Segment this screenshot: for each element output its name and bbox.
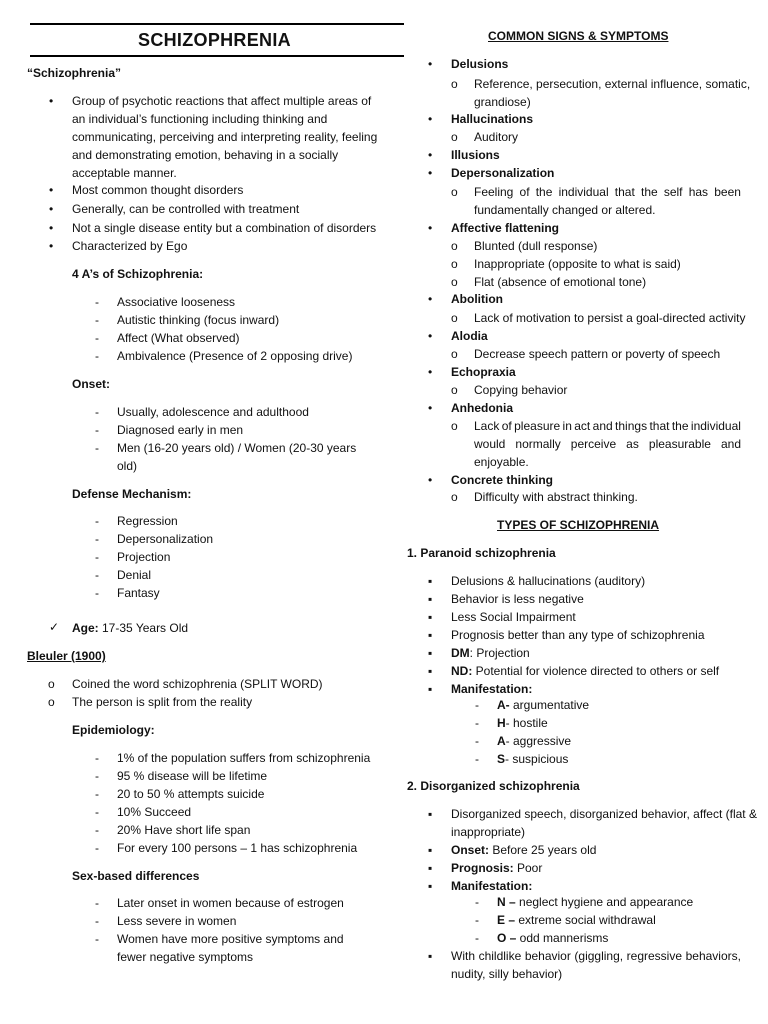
symptom-name: Echopraxia [451, 365, 516, 379]
list-item: Depersonalization [117, 532, 214, 546]
dash-icon: - [95, 823, 99, 837]
list-item: 20% Have short life span [117, 823, 251, 837]
list-item [451, 628, 705, 643]
list-item: Generally, can be controlled with treatment [72, 202, 300, 216]
bullet-icon: • [428, 292, 433, 306]
dash-icon: - [95, 514, 99, 528]
list-item: Regression [117, 514, 178, 528]
symptom-detail: Inappropriate (opposite to what is said) [474, 257, 681, 271]
defense-heading: Defense Mechanism: [72, 487, 192, 501]
symptom-name: Alodia [451, 329, 488, 343]
circle-bullet-icon: o [451, 77, 458, 91]
bold-term: Manifestation: [451, 682, 533, 696]
bullet-icon: • [428, 365, 433, 379]
dash-icon: - [95, 586, 99, 600]
circle-bullet-icon: o [48, 677, 55, 691]
list-item [451, 879, 532, 894]
dash-icon: - [95, 349, 99, 363]
list-item [451, 646, 530, 661]
dash-icon: - [95, 769, 99, 783]
list-item: Affect (What observed) [117, 331, 240, 345]
list-item: Diagnosed early in men [117, 423, 244, 437]
bullet-icon: • [49, 239, 54, 253]
symptom-name: Depersonalization [451, 166, 555, 180]
dash-icon: - [95, 423, 99, 437]
bold-term: E – [497, 913, 516, 927]
dash-icon: - [95, 914, 99, 928]
word: of [519, 185, 530, 199]
symptom-name: Abolition [451, 292, 503, 306]
bullet-icon: • [49, 221, 54, 235]
bold-term: A- [497, 698, 510, 712]
dash-icon: - [475, 734, 479, 748]
word: self [663, 185, 683, 199]
item-text: Less Social Impairment [451, 610, 576, 624]
list-item [497, 734, 571, 749]
dash-icon: - [95, 751, 99, 765]
dash-icon: - [95, 568, 99, 582]
word: normally [515, 437, 561, 451]
list-item: 20 to 50 % attempts suicide [117, 787, 265, 801]
types-heading: TYPES OF SCHIZOPHRENIA [497, 518, 660, 532]
item-text: extreme social withdrawal [515, 913, 656, 927]
bullet-icon: • [49, 94, 54, 108]
symptom-detail: Auditory [474, 130, 519, 144]
epidemiology-heading: Epidemiology: [72, 723, 155, 737]
list-item [451, 592, 584, 607]
square-bullet-icon: ▪ [428, 861, 433, 875]
symptom-detail: Decrease speech pattern or poverty of speech [474, 347, 721, 361]
bold-term: N – [497, 895, 516, 909]
dash-icon: - [95, 405, 99, 419]
list-item: Group of psychotic reactions that affect multiple areas of [72, 94, 372, 108]
circle-bullet-icon: o [451, 130, 458, 144]
list-item [451, 574, 645, 589]
symptom-detail-justified [474, 437, 741, 452]
list-item: Later onset in women because of estrogen [117, 896, 344, 910]
word: pleasurable [648, 437, 711, 451]
list-item: Usually, adolescence and adulthood [117, 405, 309, 419]
list-item [497, 698, 589, 713]
circle-bullet-icon: o [451, 490, 458, 504]
list-item [451, 807, 757, 822]
title-bottom-rule [30, 55, 404, 57]
dash-icon: - [95, 313, 99, 327]
word: the [535, 185, 553, 199]
age-line [72, 621, 188, 636]
square-bullet-icon: ▪ [428, 879, 433, 893]
bullet-icon: • [49, 202, 54, 216]
symptom-detail: enjoyable. [474, 455, 529, 469]
dash-icon: - [95, 896, 99, 910]
list-item: and demonstrating emotion, behaving in a socially [72, 148, 339, 162]
disorganized-heading: 2. Disorganized schizophrenia [407, 779, 580, 793]
word: act [574, 419, 591, 433]
symptom-detail: fundamentally changed or altered. [474, 203, 656, 217]
dash-icon: - [475, 913, 479, 927]
bold-term: A [497, 734, 506, 748]
item-text: Before 25 years old [489, 843, 597, 857]
square-bullet-icon: ▪ [428, 574, 433, 588]
item-text: - suspicious [505, 752, 569, 766]
bold-term: Onset: [451, 843, 490, 857]
circle-bullet-icon: o [451, 347, 458, 361]
word: that [649, 419, 670, 433]
word: perceive [570, 437, 617, 451]
list-item [497, 716, 548, 731]
bold-term: DM [451, 646, 470, 660]
dash-icon: - [95, 441, 99, 455]
symptom-detail: Flat (absence of emotional tone) [474, 275, 647, 289]
list-item: an individual’s functioning including thinking and [72, 112, 328, 126]
item-text: neglect hygiene and appearance [515, 895, 694, 909]
bold-term: S [497, 752, 506, 766]
word: been [714, 185, 741, 199]
word: childlike [478, 949, 522, 963]
bullet-icon: • [428, 57, 433, 71]
dash-icon: - [475, 931, 479, 945]
list-item: For every 100 persons – 1 has schizophrenia [117, 841, 358, 855]
square-bullet-icon: ▪ [428, 664, 433, 678]
dash-icon: - [95, 805, 99, 819]
square-bullet-icon: ▪ [428, 682, 433, 696]
dash-icon: - [95, 532, 99, 546]
symptom-detail: Blunted (dull response) [474, 239, 598, 253]
symptom-detail: Difficulty with abstract thinking. [474, 490, 638, 504]
dash-icon: - [95, 787, 99, 801]
word: would [474, 437, 506, 451]
circle-bullet-icon: o [451, 275, 458, 289]
list-item: inappropriate) [451, 825, 526, 839]
list-item: 95 % disease will be lifetime [117, 769, 268, 783]
list-item: Less severe in women [117, 914, 237, 928]
item-text: Disorganized speech, disorganized behavior, affect (flat & [451, 807, 757, 821]
list-item: Not a single disease entity but a combination of disorders [72, 221, 377, 235]
symptom-detail: Copying behavior [474, 383, 568, 397]
item-text: Delusions & hallucinations (auditory) [451, 574, 646, 588]
square-bullet-icon: ▪ [428, 807, 433, 821]
symptom-detail: Reference, persecution, external influence, somatic, [474, 77, 751, 91]
bold-term: H [497, 716, 506, 730]
square-bullet-icon: ▪ [428, 843, 433, 857]
list-item: Men (16-20 years old) / Women (20-30 years [117, 441, 357, 455]
onset-heading: Onset: [72, 377, 111, 391]
list-item [451, 610, 576, 625]
list-item [451, 664, 719, 679]
list-item: Projection [117, 550, 171, 564]
list-item: Associative looseness [117, 295, 236, 309]
item-text: Prognosis better than any type of schizophrenia [451, 628, 705, 642]
list-item [497, 752, 568, 767]
bullet-icon: • [428, 401, 433, 415]
list-item: Coined the word schizophrenia (SPLIT WORD) [72, 677, 323, 691]
bullet-icon: • [49, 183, 54, 197]
symptom-detail: Lack of motivation to persist a goal-directed activity [474, 311, 746, 325]
circle-bullet-icon: o [48, 695, 55, 709]
symptom-name: Illusions [451, 148, 500, 162]
symptom-name: Affective flattening [451, 221, 560, 235]
word: and [592, 419, 613, 433]
word: Lack [474, 419, 500, 433]
list-item: Ambivalence (Presence of 2 opposing drive) [117, 349, 353, 363]
circle-bullet-icon: o [451, 383, 458, 397]
dash-icon: - [95, 550, 99, 564]
item-text: Potential for violence directed to others or self [472, 664, 720, 678]
bullet-icon: • [428, 329, 433, 343]
bullet-icon: • [428, 473, 433, 487]
list-item [497, 931, 608, 946]
word: individual [558, 185, 609, 199]
title-top-rule [30, 23, 404, 25]
symptom-detail-justified [474, 185, 741, 200]
word: in [562, 419, 572, 433]
dash-icon: - [95, 295, 99, 309]
age-value: 17-35 Years Old [98, 621, 189, 635]
symptom-name: Concrete thinking [451, 473, 554, 487]
signs-heading: COMMON SIGNS & SYMPTOMS [488, 29, 669, 43]
word: the [671, 419, 689, 433]
list-item: fewer negative symptoms [117, 950, 254, 964]
word: things [615, 419, 648, 433]
list-item: The person is split from the reality [72, 695, 253, 709]
list-item: Denial [117, 568, 152, 582]
word: (giggling, [574, 949, 624, 963]
page-title: SCHIZOPHRENIA [138, 30, 291, 50]
item-text: : Projection [469, 646, 530, 660]
circle-bullet-icon: o [451, 257, 458, 271]
list-item: 10% Succeed [117, 805, 192, 819]
bold-term: Manifestation: [451, 879, 533, 893]
list-item [497, 895, 693, 910]
sex-differences-heading: Sex-based differences [72, 869, 200, 883]
circle-bullet-icon: o [451, 239, 458, 253]
circle-bullet-icon: o [451, 185, 458, 199]
word: individual [690, 419, 741, 433]
square-bullet-icon: ▪ [428, 610, 433, 624]
list-item: old) [117, 459, 138, 473]
word: as [626, 437, 639, 451]
square-bullet-icon: ▪ [428, 628, 433, 642]
word: the [640, 185, 658, 199]
bullet-icon: • [428, 221, 433, 235]
bullet-icon: • [428, 148, 433, 162]
list-item: nudity, silly behavior) [451, 967, 563, 981]
symptom-detail-justified [474, 419, 741, 434]
word: behavior [524, 949, 571, 963]
age-label: Age: [72, 621, 99, 635]
list-item: Fantasy [117, 586, 160, 600]
bold-term: ND: [451, 664, 473, 678]
word: regressive [626, 949, 683, 963]
four-as-heading: 4 A’s of Schizophrenia: [72, 267, 204, 281]
word: that [614, 185, 635, 199]
word: pleasure [514, 419, 561, 433]
symptom-name: Delusions [451, 57, 509, 71]
dash-icon: - [95, 932, 99, 946]
list-item: Autistic thinking (focus inward) [117, 313, 280, 327]
bleuler-heading: Bleuler (1900) [27, 649, 106, 663]
list-item [451, 949, 741, 964]
list-item: Most common thought disorders [72, 183, 244, 197]
circle-bullet-icon: o [451, 311, 458, 325]
word: With [451, 949, 475, 963]
bullet-icon: • [428, 166, 433, 180]
circle-bullet-icon: o [451, 419, 458, 433]
list-item: 1% of the population suffers from schizophrenia [117, 751, 371, 765]
schizophrenia-quote-heading: “Schizophrenia” [27, 66, 122, 80]
word: and [720, 437, 741, 451]
list-item [451, 861, 542, 876]
dash-icon: - [475, 752, 479, 766]
list-item: Women have more positive symptoms and [117, 932, 344, 946]
symptom-name: Hallucinations [451, 112, 534, 126]
dash-icon: - [475, 895, 479, 909]
symptom-detail: grandiose) [474, 95, 531, 109]
square-bullet-icon: ▪ [428, 949, 433, 963]
dash-icon: - [95, 331, 99, 345]
word: has [688, 185, 709, 199]
checkmark-icon: ✓ [49, 620, 60, 634]
paranoid-heading: 1. Paranoid schizophrenia [407, 546, 556, 560]
item-text: argumentative [509, 698, 590, 712]
dash-icon: - [475, 698, 479, 712]
item-text: - hostile [505, 716, 548, 730]
item-text: Behavior is less negative [451, 592, 584, 606]
item-text: Poor [513, 861, 543, 875]
dash-icon: - [95, 841, 99, 855]
square-bullet-icon: ▪ [428, 592, 433, 606]
word: of [501, 419, 512, 433]
dash-icon: - [475, 716, 479, 730]
list-item: communicating, perceiving and interpreting reality, feeling [72, 130, 378, 144]
list-item [451, 843, 596, 858]
item-text: odd mannerisms [516, 931, 609, 945]
bold-term: O – [497, 931, 517, 945]
list-item [451, 682, 532, 697]
bullet-icon: • [428, 112, 433, 126]
word: behaviors, [685, 949, 741, 963]
square-bullet-icon: ▪ [428, 646, 433, 660]
word: Feeling [474, 185, 514, 199]
symptom-name: Anhedonia [451, 401, 513, 415]
list-item: acceptable manner. [72, 166, 177, 180]
list-item [497, 913, 656, 928]
bold-term: Prognosis: [451, 861, 514, 875]
list-item: Characterized by Ego [72, 239, 188, 253]
item-text: - aggressive [505, 734, 572, 748]
